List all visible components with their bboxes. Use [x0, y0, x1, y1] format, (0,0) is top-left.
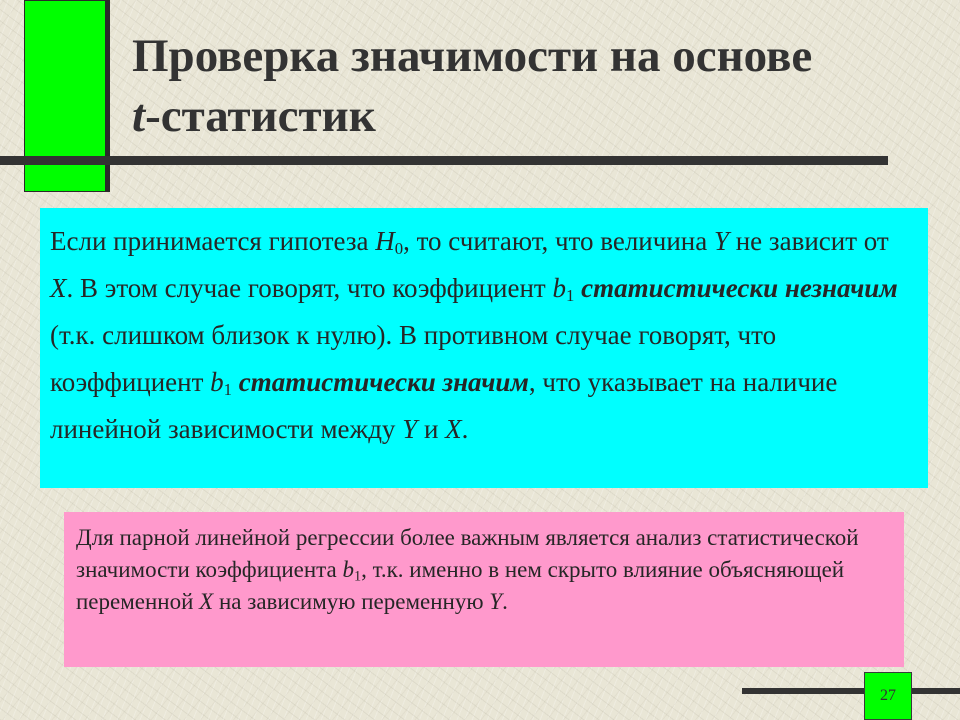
hypothesis-explanation-box	[40, 208, 928, 488]
var-y: Y	[489, 589, 503, 614]
subscript-1: 1	[565, 286, 575, 306]
text-fragment: на зависимую переменную	[213, 589, 490, 614]
text-fragment: . В этом случае говорят, что коэффициент	[66, 273, 553, 303]
text-fragment: и	[417, 414, 446, 444]
var-h: H	[375, 226, 395, 256]
text-fragment: , т.к. именно в нем скрыто влияние объясняющей переменной	[76, 557, 845, 614]
subscript-0: 0	[394, 239, 404, 259]
text-fragment: Для парной линейной регрессии более важным является анализ статистической значимости коэффициента	[76, 525, 859, 582]
var-x: X	[199, 589, 214, 614]
emphasis-significant: статистически значим	[238, 367, 529, 397]
text-fragment: (т.к. слишком близок к нулю). В противном случае говорят, что коэффициент	[50, 320, 777, 397]
var-y: Y	[402, 414, 418, 444]
title-line-2: -статистик	[145, 90, 376, 142]
var-y: Y	[713, 226, 729, 256]
page-number: 27	[864, 672, 912, 720]
title-line-1: Проверка значимости на основе	[132, 30, 813, 82]
var-b: b	[210, 367, 224, 397]
text-fragment: , то считают, что величина	[403, 226, 714, 256]
regression-note-box	[64, 512, 904, 667]
emphasis-insignificant: статистически незначим	[581, 273, 898, 303]
text-fragment: не зависит от	[728, 226, 889, 256]
footer-rule	[742, 688, 960, 694]
var-x: X	[50, 273, 67, 303]
title-underline-rule	[0, 156, 888, 165]
hypothesis-paragraph	[50, 218, 918, 453]
text-fragment: .	[502, 589, 508, 614]
subscript-1: 1	[353, 568, 362, 585]
var-b: b	[342, 557, 354, 582]
var-x: X	[445, 414, 462, 444]
text-fragment: .	[461, 414, 469, 444]
text-fragment: Если принимается гипотеза	[50, 226, 376, 256]
regression-note-paragraph	[76, 522, 892, 618]
text-fragment: , что указывает на наличие линейной зависимости между	[50, 367, 838, 444]
var-b: b	[552, 273, 566, 303]
title-t-variable: t	[132, 90, 146, 142]
subscript-1: 1	[223, 380, 233, 400]
slide-title	[132, 26, 932, 146]
